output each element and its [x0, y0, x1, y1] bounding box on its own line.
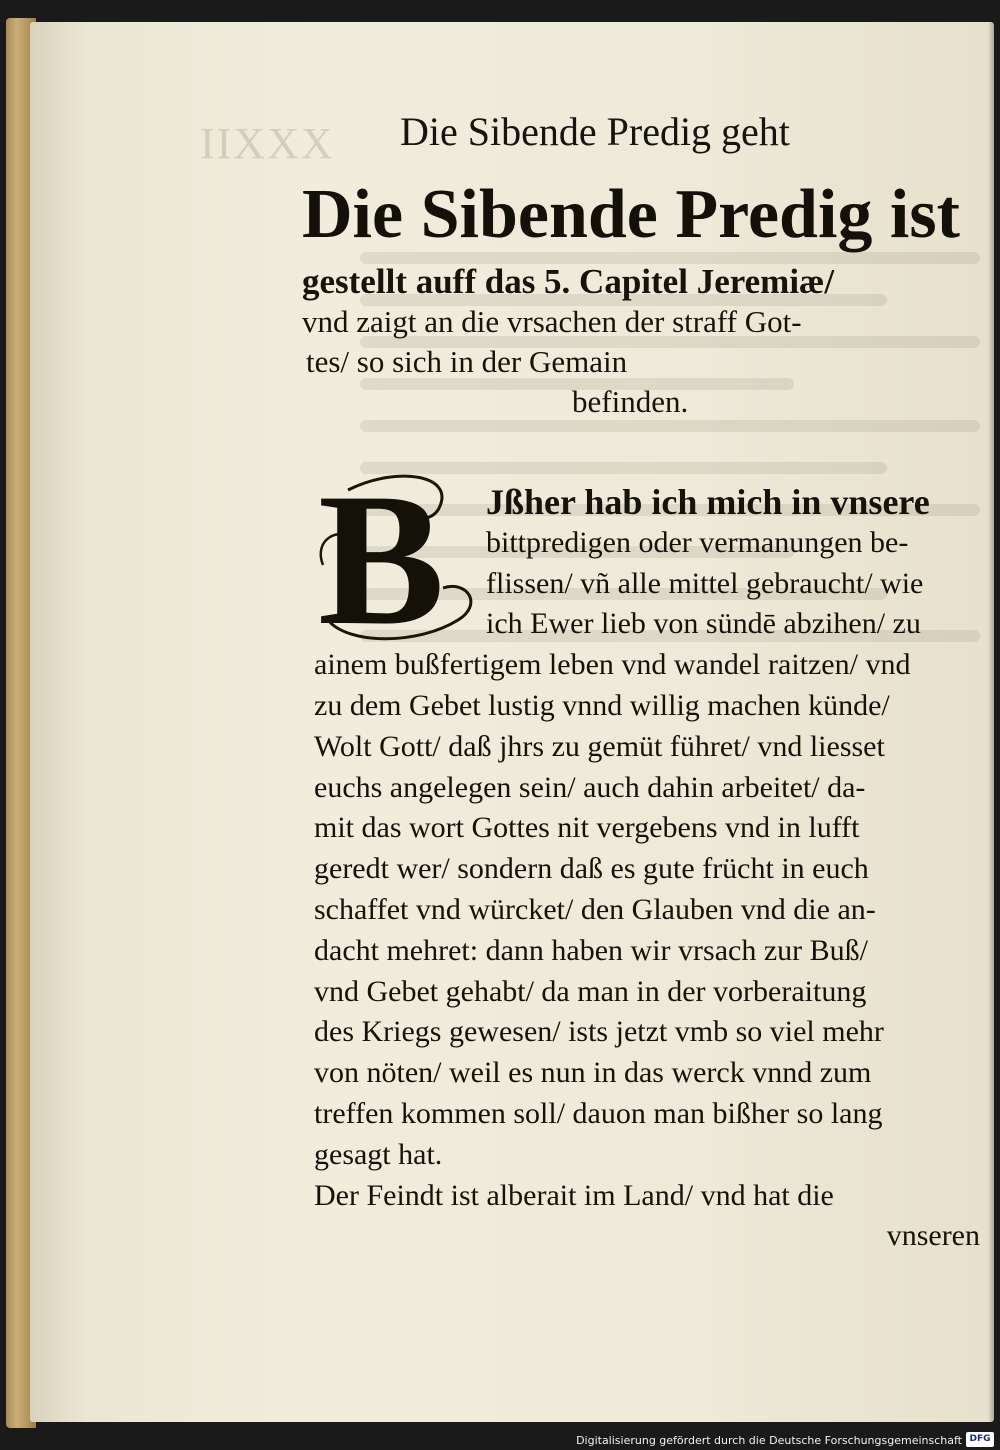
footer-bar: [0, 1428, 1000, 1450]
body-line: treffen kommen soll/ dauon man bißher so lang: [314, 1096, 883, 1130]
body-line: dacht mehret: dann haben wir vrsach zur Buß/: [314, 933, 868, 967]
chapter-summary: [302, 262, 982, 422]
body-line: gesagt hat.: [314, 1137, 443, 1171]
chapter-title: Die Sibende Predig ist: [302, 176, 960, 253]
summary-line: gestellt auff das 5. Capitel Jeremiæ/: [302, 262, 835, 301]
body-line: von nöten/ weil es nun in das werck vnnd zum: [314, 1056, 872, 1090]
body-line: ainem bußfertigem leben vnd wandel raitzen/ vnd: [314, 648, 911, 682]
initial-letter: B: [318, 455, 445, 665]
running-head: Die Sibende Predig geht: [400, 109, 790, 154]
summary-line: vnd zaigt an die vrsachen der straff Got-: [302, 304, 802, 339]
body-line: Der Feindt ist alberait im Land/ vnd hat die: [314, 1178, 834, 1212]
body-line: geredt wer/ sondern daß es gute frücht in euch: [314, 852, 869, 886]
page-shadow: [988, 22, 994, 1422]
body-line: zu dem Gebet lustig vnnd willig machen künde/: [314, 688, 890, 722]
body-line: vnd Gebet gehabt/ da man in der vorberaitung: [314, 974, 867, 1008]
body-line: Jßher hab ich mich in vnsere: [486, 482, 930, 522]
body-line: Wolt Gott/ daß jhrs zu gemüt führet/ vnd liesset: [314, 729, 885, 763]
body-line: euchs angelegen sein/ auch dahin arbeitet/ da-: [314, 770, 866, 804]
body-line: bittpredigen oder vermanungen be-: [486, 525, 909, 559]
dfg-logo-icon: DFG: [966, 1432, 994, 1447]
body-line: ich Ewer lieb von sündē abzihen/ zu: [486, 607, 921, 641]
catchword: vnseren: [886, 1219, 980, 1253]
bleed-through-folio: IIXXX: [200, 119, 335, 168]
body-line: mit das wort Gottes nit vergebens vnd in lufft: [314, 811, 860, 845]
summary-line: befinden.: [572, 384, 689, 419]
body-line: des Kriegs gewesen/ ists jetzt vmb so viel mehr: [314, 1015, 884, 1049]
funding-note: Digitalisierung gefördert durch die Deutsche Forschungsgemeinschaft: [576, 1434, 962, 1447]
sermon-body: [314, 482, 980, 1257]
summary-line: tes/ so sich in der Gemain: [306, 344, 628, 379]
body-line: flissen/ vñ alle mittel gebraucht/ wie: [486, 566, 924, 600]
body-line: schaffet vnd würcket/ den Glauben vnd die an-: [314, 892, 876, 926]
